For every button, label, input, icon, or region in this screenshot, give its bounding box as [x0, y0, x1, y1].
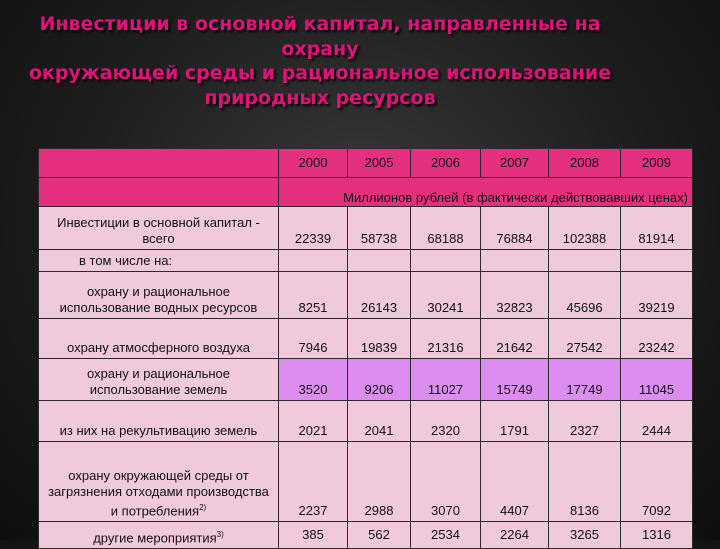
- year-header: 2000: [279, 149, 348, 178]
- table-cell: 21642: [481, 319, 549, 359]
- year-header: 2006: [411, 149, 481, 178]
- year-header: 2005: [348, 149, 411, 178]
- year-header: 2009: [621, 149, 693, 178]
- table-cell: 23242: [621, 319, 693, 359]
- row-label-waste: [39, 442, 279, 522]
- year-header: 2007: [481, 149, 549, 178]
- table-cell: 17749: [549, 359, 621, 401]
- table-cell: 3265: [549, 522, 621, 549]
- table-cell: 30241: [411, 272, 481, 319]
- table-cell: 26143: [348, 272, 411, 319]
- table-cell: 22339: [279, 207, 348, 250]
- table-cell: 1316: [621, 522, 693, 549]
- slide-title: [0, 12, 640, 110]
- unit-label: Миллионов рублей (в фактически действовавших ценах): [279, 178, 693, 207]
- table-cell: 7946: [279, 319, 348, 359]
- table-cell: 4407: [481, 442, 549, 522]
- title-line-4: природных ресурсов: [204, 86, 436, 109]
- table-cell: 2444: [621, 401, 693, 442]
- row-label-air: охрану атмосферного воздуха: [39, 319, 279, 359]
- footnote-mark: 3): [216, 530, 224, 539]
- table-cell: 3520: [279, 359, 348, 401]
- table-cell: 9206: [348, 359, 411, 401]
- title-line-3: окружающей среды и рациональное использование: [28, 62, 612, 84]
- table-cell: 2534: [411, 522, 481, 549]
- row-label-land: охрану и рациональное использование земель: [39, 359, 279, 401]
- table-cell: 1791: [481, 401, 549, 442]
- table-cell: 32823: [481, 272, 549, 319]
- table-cell: 11045: [621, 359, 693, 401]
- table-cell: 8136: [549, 442, 621, 522]
- table-cell: 39219: [621, 272, 693, 319]
- table-cell: 102388: [549, 207, 621, 250]
- row-label-including: в том числе на:: [39, 250, 279, 272]
- row-label-water: охрану и рациональное использование водных ресурсов: [39, 272, 279, 319]
- table-cell: 7092: [621, 442, 693, 522]
- table-cell: 2021: [279, 401, 348, 442]
- unit-row-label-cell: [39, 178, 279, 207]
- table-cell: 81914: [621, 207, 693, 250]
- table-cell: 562: [348, 522, 411, 549]
- row-label-other: [39, 522, 279, 549]
- header-corner-cell: [39, 149, 279, 178]
- table-cell: 2327: [549, 401, 621, 442]
- table-cell: 2320: [411, 401, 481, 442]
- table-cell: 27542: [549, 319, 621, 359]
- table-cell: 385: [279, 522, 348, 549]
- table-cell: 58738: [348, 207, 411, 250]
- table-cell: 11027: [411, 359, 481, 401]
- table-cell: 68188: [411, 207, 481, 250]
- title-line-2: охрану: [281, 37, 359, 60]
- table-cell: 21316: [411, 319, 481, 359]
- row-label-total: Инвестиции в основной капитал - всего: [39, 207, 279, 250]
- footnote-mark: 2): [199, 502, 207, 512]
- table-cell: 2237: [279, 442, 348, 522]
- table-cell: 15749: [481, 359, 549, 401]
- table-cell: 2041: [348, 401, 411, 442]
- investment-table: [38, 148, 693, 549]
- table-cell: 2988: [348, 442, 411, 522]
- row-label-waste-text: охрану окружающей среды от загрязнения отходами производства и потребления: [48, 467, 269, 518]
- title-line-1: Инвестиции в основной капитал, направленные на: [39, 13, 601, 35]
- table-cell: 8251: [279, 272, 348, 319]
- table-cell: 76884: [481, 207, 549, 250]
- table-cell: 45696: [549, 272, 621, 319]
- year-header: 2008: [549, 149, 621, 178]
- row-label-other-text: другие мероприятия: [93, 530, 217, 546]
- row-label-recultivation: из них на рекультивацию земель: [39, 401, 279, 442]
- table-cell: 3070: [411, 442, 481, 522]
- table-cell: 19839: [348, 319, 411, 359]
- table-cell: 2264: [481, 522, 549, 549]
